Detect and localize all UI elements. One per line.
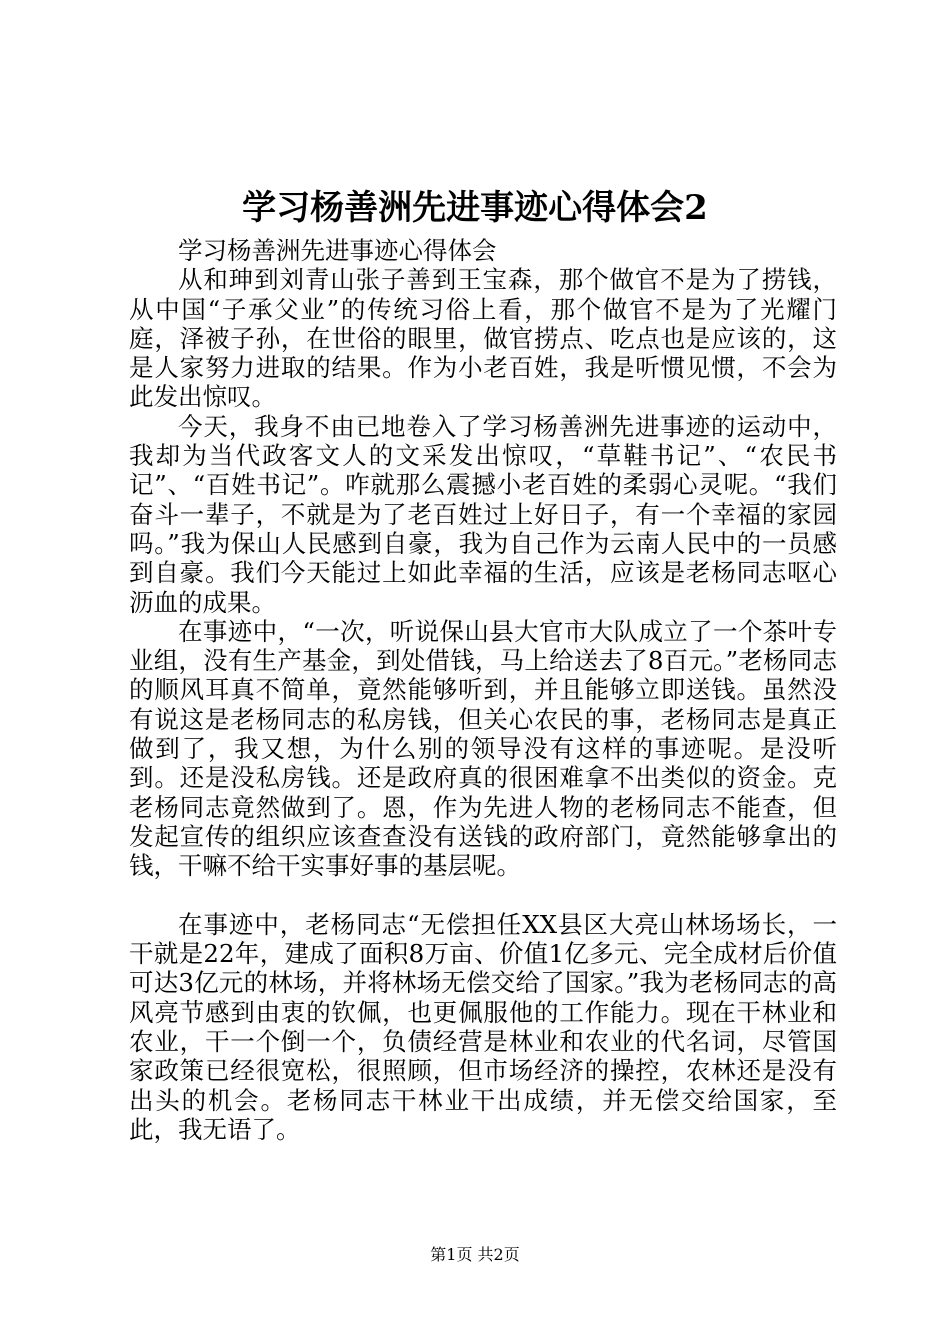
subtitle-paragraph: 学习杨善洲先进事迹心得体会 [178, 236, 497, 265]
body-paragraph-3: 在事迹中，“一次，听说保山县大官市大队成立了一个茶叶专业组，没有生产基金，到处借钱，马上给送去了8百元。”老杨同志的顺风耳真不简单，竟然能够听到，并且能够立即送钱。虽然没有说这是老杨同志的私房钱，但关心农民的事，老杨同志是真正做到了，我又想，为什么别的领导没有这样的事迹呢。是没听到。还是没私房钱。还是政府真的很困难拿不出类似的资金。克老杨同志竟然做到了。恩，作为先进人物的老杨同志不能查，但发起宣传的组织应该查查没有送钱的政府部门，竟然能够拿出的钱，干嘛不给干实事好事的基层呢。 [129, 616, 837, 881]
blank-line [129, 881, 837, 910]
page-footer: 第1页 共2页 [430, 1245, 520, 1264]
body-paragraph-1: 从和珅到刘青山张子善到王宝森，那个做官不是为了捞钱，从中国“子承父业”的传统习俗上看，那个做官不是为了光耀门庭，泽被子孙，在世俗的眼里，做官捞点、吃点也是应该的，这是人家努力进取的结果。作为小老百姓，我是听惯见惯，不会为此发出惊叹。 [129, 265, 837, 412]
document-body [129, 236, 837, 1144]
document-title: 学习杨善洲先进事迹心得体会2 [242, 188, 708, 228]
body-paragraph-2: 今天，我身不由已地卷入了学习杨善洲先进事迹的运动中，我却为当代政客文人的文采发出惊叹，“草鞋书记”、“农民书记”、“百姓书记”。咋就那么震撼小老百姓的柔弱心灵呢。“我们奋斗一辈子，不就是为了老百姓过上好日子，有一个幸福的家园吗。”我为保山人民感到自豪，我为自己作为云南人民中的一员感到自豪。我们今天能过上如此幸福的生活，应该是老杨同志呕心沥血的成果。 [129, 411, 837, 617]
body-paragraph-4: 在事迹中，老杨同志“无偿担任XX县区大亮山林场场长，一干就是22年，建成了面积8万亩、价值1亿多元、完全成材后价值可达3亿元的林场，并将林场无偿交给了国家。”我为老杨同志的高风亮节感到由衷的钦佩，也更佩服他的工作能力。现在干林业和农业，干一个倒一个，负债经营是林业和农业的代名词，尽管国家政策已经很宽松，很照顾，但市场经济的操控，农林还是没有出头的机会。老杨同志干林业干出成绩，并无偿交给国家，至此，我无语了。 [129, 909, 837, 1144]
